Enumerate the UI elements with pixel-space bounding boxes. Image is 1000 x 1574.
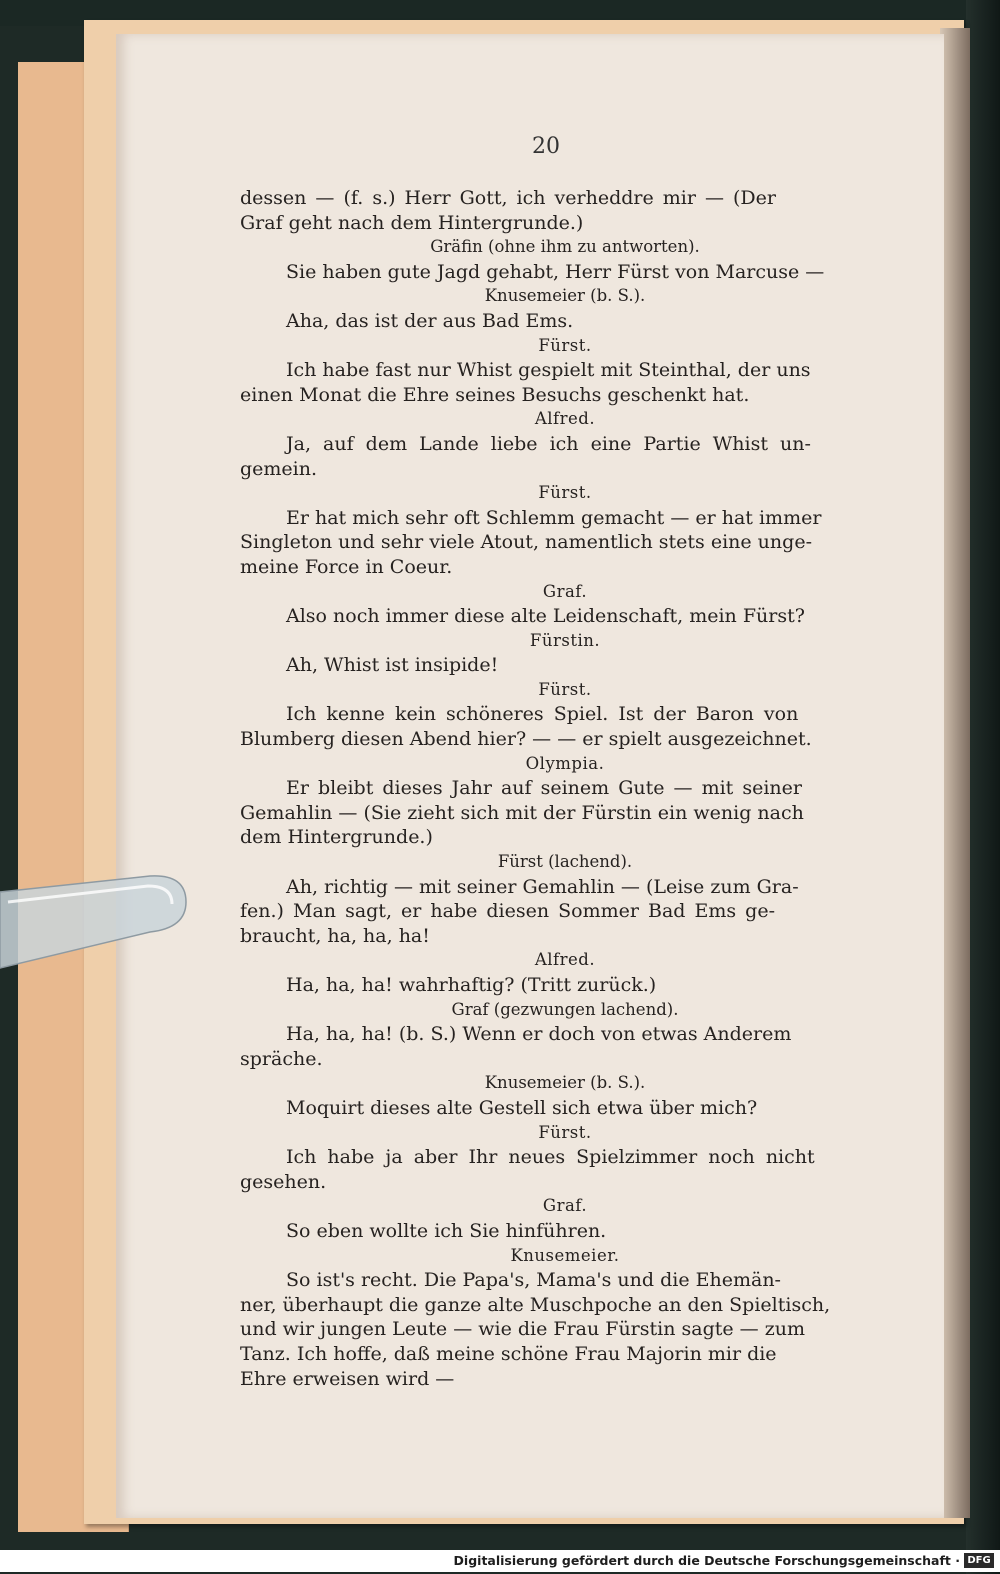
dialogue-line: Singleton und sehr viele Atout, namentlich stets eine unge- (240, 531, 812, 554)
speaker-label: Fürst (lachend). (497, 852, 633, 872)
dialogue-line: Ehre erweisen wird — (240, 1367, 455, 1390)
dialogue-line: Ah, Whist ist insipide! (286, 654, 499, 677)
dialogue-line: und wir jungen Leute — wie die Frau Fürstin sagte — zum (240, 1318, 805, 1341)
dialogue-line: Ha, ha, ha! (b. S.) Wenn er doch von etwas Anderem (286, 1023, 792, 1046)
dialogue-line: So ist's recht. Die Papa's, Mama's und die Ehemän- (286, 1269, 781, 1292)
dialogue-line: So eben wollte ich Sie hinführen. (286, 1219, 607, 1242)
speaker-label: Graf (gezwungen lachend). (451, 999, 679, 1019)
speaker-label: Alfred. (534, 950, 596, 970)
dialogue-line: Sie haben gute Jagd gehabt, Herr Fürst von Marcuse — (286, 260, 825, 283)
speaker-label: Fürst. (538, 1122, 592, 1142)
dialogue-line: dem Hintergrunde.) (240, 826, 433, 849)
digitization-footer (0, 1550, 1000, 1572)
speaker-label: Gräfin (ohne ihm zu antworten). (430, 237, 700, 257)
speaker-label: Alfred. (534, 409, 596, 429)
speaker-label: Fürst. (538, 483, 592, 503)
dialogue-line: Also noch immer diese alte Leidenschaft, mein Fürst? (286, 605, 805, 628)
speaker-label: Knusemeier (b. S.). (484, 1073, 646, 1093)
dialogue-line: meine Force in Coeur. (240, 555, 453, 578)
dialogue-line: gesehen. (240, 1170, 327, 1193)
speaker-label: Graf. (542, 581, 588, 601)
text-line: dessen — (f. s.) Herr Gott, ich verheddre mir — (Der (240, 187, 776, 209)
dialogue-line: spräche. (240, 1047, 323, 1070)
dfg-logo: DFG (964, 1553, 994, 1568)
stage-direction: Graf geht nach dem Hintergrunde.) (240, 211, 584, 234)
dialogue-line: gemein. (240, 457, 318, 480)
book-page (116, 34, 944, 1518)
dialogue-line: Er bleibt dieses Jahr auf seinem Gute — mit seiner (286, 777, 802, 800)
speaker-label: Fürst. (538, 679, 592, 699)
speaker-label: Fürstin. (529, 630, 601, 650)
book-spine-shadow (940, 28, 970, 1518)
speaker-label: Knusemeier (b. S.). (484, 286, 646, 306)
page-number: 20 (532, 134, 560, 159)
dialogue-line: Moquirt dieses alte Gestell sich etwa über mich? (286, 1096, 758, 1119)
speaker-label: Olympia. (525, 753, 605, 773)
speaker-label: Fürst. (538, 335, 592, 355)
play-text (240, 186, 890, 1391)
dialogue-line: ner, überhaupt die ganze alte Muschpoche an den Spieltisch, (240, 1293, 831, 1316)
speaker-label: Graf. (542, 1196, 588, 1216)
dialogue-line: fen.) Man sagt, er habe diesen Sommer Bad Ems ge- (240, 900, 775, 923)
dialogue-line: Ah, richtig — mit seiner Gemahlin — (Leise zum Gra- (286, 875, 799, 898)
dialogue-line: einen Monat die Ehre seines Besuchs geschenkt hat. (240, 383, 750, 406)
dialogue-line: Er hat mich sehr oft Schlemm gemacht — er hat immer (286, 506, 822, 529)
dialogue-line: braucht, ha, ha, ha! (240, 924, 430, 947)
dark-background-right (966, 0, 1000, 1574)
dialogue-line: Tanz. Ich hoffe, daß meine schöne Frau Majorin mir die (240, 1342, 777, 1365)
speaker-label: Knusemeier. (510, 1245, 620, 1265)
dialogue-line: Ha, ha, ha! wahrhaftig? (Tritt zurück.) (286, 974, 657, 996)
dialogue-line: Gemahlin — (Sie zieht sich mit der Fürstin ein wenig nach (240, 801, 804, 824)
dialogue-line: Blumberg diesen Abend hier? — — er spielt ausgezeichnet. (240, 728, 812, 751)
dialogue-line: Ich habe ja aber Ihr neues Spielzimmer noch nicht (286, 1146, 815, 1169)
dialogue-line: Aha, das ist der aus Bad Ems. (286, 309, 574, 332)
footer-credit: Digitalisierung gefördert durch die Deutsche Forschungsgemeinschaft · (453, 1553, 960, 1568)
dialogue-line: Ich habe fast nur Whist gespielt mit Steinthal, der uns (286, 359, 811, 382)
dialogue-line: Ich kenne kein schöneres Spiel. Ist der Baron von (286, 703, 799, 726)
dialogue-line: Ja, auf dem Lande liebe ich eine Partie Whist un- (286, 432, 811, 455)
